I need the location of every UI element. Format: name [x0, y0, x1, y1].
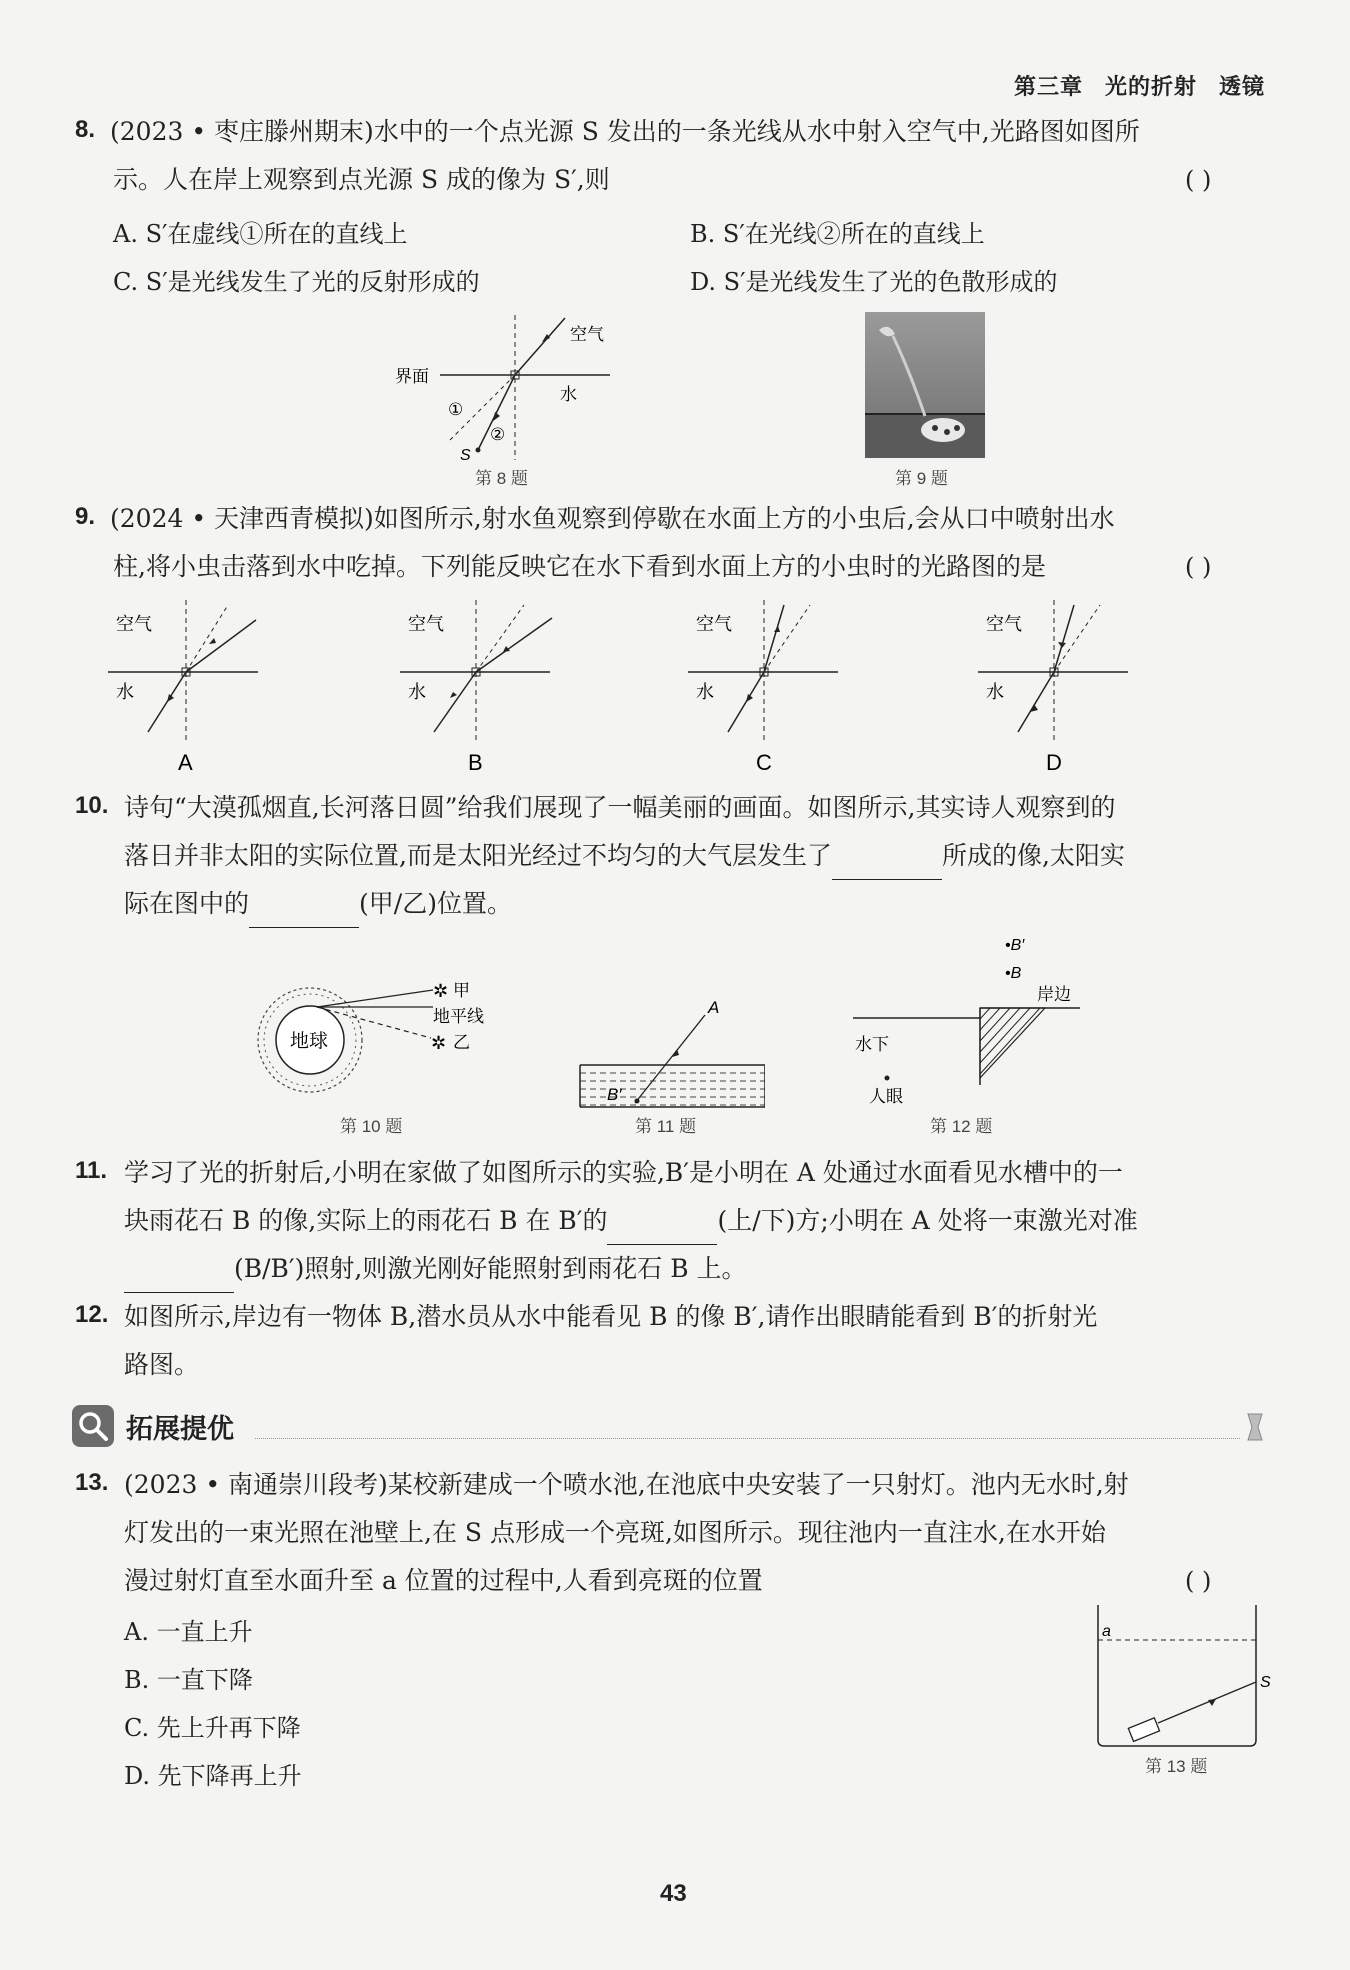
answer-bracket: ( ) [1185, 166, 1212, 194]
question-text: (2024 • 天津西青模拟)如图所示,射水鱼观察到停歇在水面上方的小虫后,会从口中喷射出水 [110, 504, 1115, 533]
yi-label: 乙 [453, 1033, 470, 1052]
question-number: 11. [75, 1157, 108, 1184]
header-subtitle: 透镜 [1218, 75, 1265, 100]
point-b-label: •B [1005, 965, 1022, 982]
figure-9-photo [865, 312, 985, 458]
section-title: 拓展提优 [126, 1414, 234, 1445]
air-label: 空气 [570, 325, 604, 344]
header-chapter: 第三章 [1013, 75, 1083, 100]
option-label: A [178, 750, 193, 775]
horizon-label: 地平线 [433, 1007, 484, 1026]
option-c: C. 先上升再下降 [124, 1714, 301, 1742]
water-label: 水 [116, 682, 134, 702]
question-text: 如图所示,岸边有一物体 B,潜水员从水中能看见 B 的像 B′,请作出眼睛能看到 B′的折射光 [124, 1302, 1098, 1331]
question-text: (2023 • 枣庄滕州期末)水中的一个点光源 S 发出的一条光线从水中射入空气中,光路图如图所 [110, 117, 1140, 146]
point-b-prime-label: •B′ [1005, 937, 1025, 954]
air-label: 空气 [986, 614, 1022, 634]
question-text: 示。人在岸上观察到点光源 S 成的像为 S′,则 [113, 165, 610, 194]
water-label: 水 [696, 682, 714, 702]
option-b: B. 一直下降 [124, 1666, 253, 1694]
figure-8-diagram [390, 310, 630, 485]
figure-10-diagram [255, 960, 515, 1110]
air-label: 空气 [116, 614, 152, 634]
section-divider [255, 1438, 1240, 1439]
eye-label: 人眼 [869, 1087, 903, 1106]
air-label: 空气 [696, 614, 732, 634]
question-text-part: 际在图中的 [124, 889, 250, 918]
question-number: 8. [75, 116, 96, 143]
figure-caption: 第 13 题 [1145, 1757, 1208, 1776]
circle-one-label: ① [448, 400, 464, 419]
magnifier-icon [72, 1405, 114, 1447]
header-title: 光的折射 [1104, 75, 1197, 100]
answer-blank[interactable] [124, 1262, 234, 1293]
answer-blank[interactable] [249, 897, 359, 928]
question-number: 10. [75, 792, 109, 819]
figure-caption: 第 12 题 [930, 1117, 993, 1136]
level-a-label: a [1102, 1623, 1111, 1640]
figure-caption: 第 9 题 [895, 469, 948, 488]
option-c: C. S′是光线发生了光的反射形成的 [113, 268, 480, 296]
eye-point [885, 1076, 890, 1081]
water-label: 水 [986, 682, 1004, 702]
figure-caption: 第 10 题 [340, 1117, 403, 1136]
option-d: D. S′是光线发生了光的色散形成的 [690, 268, 1058, 296]
circle-two-label: ② [490, 425, 506, 444]
question-text-part: 落日并非太阳的实际位置,而是太阳光经过不均匀的大气层发生了 [124, 841, 832, 870]
option-a: A. S′在虚线①所在的直线上 [113, 220, 408, 248]
figure-11-diagram [575, 985, 765, 1113]
option-b: B. S′在光线②所在的直线上 [690, 220, 985, 248]
question-text-part: 块雨花石 B 的像,实际上的雨花石 B 在 B′的 [124, 1206, 608, 1235]
question-number: 13. [75, 1469, 109, 1496]
option-a-diagram [108, 600, 268, 775]
spot-s-label: S [1260, 1674, 1271, 1691]
question-text [124, 880, 512, 928]
option-label: D [1046, 750, 1062, 775]
question-number: 9. [75, 503, 96, 530]
spool-icon [1240, 1410, 1270, 1444]
earth-label: 地球 [290, 1031, 329, 1052]
option-d: D. 先下降再上升 [124, 1762, 302, 1790]
point-b-prime-label: B′ [607, 1085, 622, 1104]
point-a-label: A [708, 998, 720, 1017]
figure-caption: 第 11 题 [635, 1117, 697, 1136]
sun-icon: ✲ [433, 981, 449, 1001]
water-label: 水 [408, 682, 426, 702]
question-text [124, 1197, 1138, 1245]
air-label: 空气 [408, 614, 444, 634]
question-text: 路图。 [124, 1350, 200, 1379]
running-header [992, 70, 1265, 101]
question-text: (2023 • 南通崇川段考)某校新建成一个喷水池,在池底中央安装了一只射灯。池内无水时,射 [124, 1470, 1129, 1499]
option-label: C [756, 750, 772, 775]
option-d-diagram [978, 600, 1138, 775]
option-label: B [468, 750, 483, 775]
source-s-label: S [460, 447, 471, 464]
interface-label: 界面 [395, 367, 429, 386]
sun-icon: ✲ [431, 1033, 447, 1053]
jia-label: 甲 [453, 981, 470, 1000]
answer-bracket: ( ) [1185, 553, 1212, 581]
question-text-part: 所成的像,太阳实 [941, 841, 1125, 870]
question-text: 灯发出的一束光照在池壁上,在 S 点形成一个亮斑,如图所示。现往池内一直注水,在水开始 [124, 1518, 1106, 1547]
answer-blank[interactable] [832, 849, 942, 880]
shore-label: 岸边 [1037, 985, 1071, 1004]
figure-12-diagram [845, 930, 1085, 1110]
page-number: 43 [660, 1880, 687, 1907]
figure-caption: 第 8 题 [475, 469, 528, 488]
question-text [124, 1245, 747, 1293]
water-label: 水 [560, 385, 577, 404]
underwater-label: 水下 [855, 1035, 889, 1054]
question-text: 漫过射灯直至水面升至 a 位置的过程中,人看到亮斑的位置 [124, 1566, 763, 1595]
answer-blank[interactable] [607, 1214, 717, 1245]
question-text-part: (甲/乙)位置。 [359, 889, 512, 918]
option-a: A. 一直上升 [124, 1618, 253, 1646]
question-text [124, 832, 1125, 880]
option-c-diagram [688, 600, 848, 775]
question-text-part: (B/B′)照射,则激光刚好能照射到雨花石 B 上。 [234, 1254, 747, 1283]
answer-bracket: ( ) [1185, 1567, 1212, 1595]
question-text: 学习了光的折射后,小明在家做了如图所示的实验,B′是小明在 A 处通过水面看见水槽中的一 [124, 1158, 1123, 1187]
question-text: 柱,将小虫击落到水中吃掉。下列能反映它在水下看到水面上方的小虫时的光路图的是 [113, 552, 1046, 581]
question-number: 12. [75, 1301, 109, 1328]
question-text-part: (上/下)方;小明在 A 处将一束激光对准 [717, 1206, 1138, 1235]
question-text: 诗句“大漠孤烟直,长河落日圆”给我们展现了一幅美丽的画面。如图所示,其实诗人观察到的 [124, 793, 1116, 822]
option-b-diagram [400, 600, 560, 775]
figure-13-diagram [1090, 1600, 1280, 1750]
